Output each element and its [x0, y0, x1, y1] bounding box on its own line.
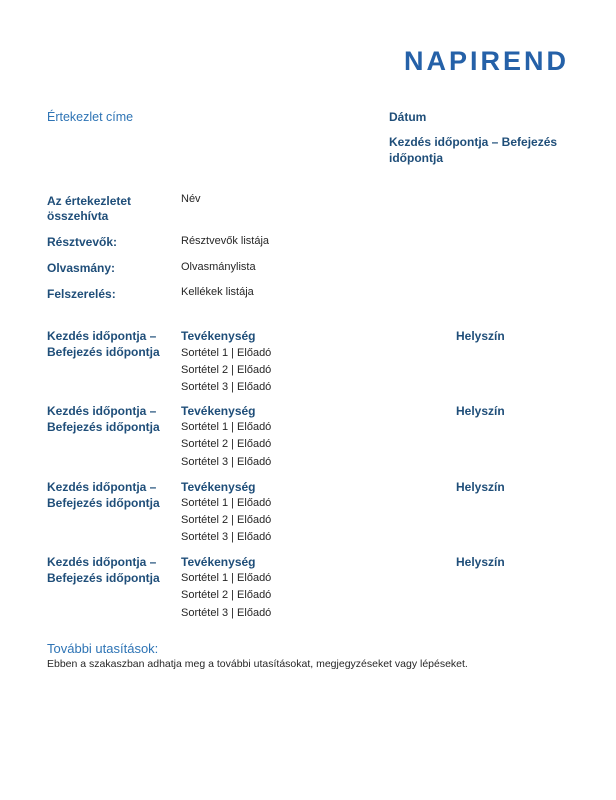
agenda-block-2-time: Kezdés időpontja – Befejezés időpontja: [47, 404, 160, 434]
agenda-block-3-item-1: Sortétel 1 | Előadó: [181, 497, 272, 509]
agenda-block-2-item-1: Sortétel 1 | Előadó: [181, 421, 272, 433]
agenda-block-2-location: Helyszín: [456, 404, 505, 418]
info-value-equipment: Kellékek listája: [181, 286, 254, 298]
agenda-block-3-location: Helyszín: [456, 480, 505, 494]
meeting-time-range: Kezdés időpontja – Befejezés időpontja: [389, 135, 558, 165]
agenda-block-3-activity: Tevékenység: [181, 480, 256, 494]
info-label-reading: Olvasmány:: [47, 261, 116, 275]
info-value-reading: Olvasmánylista: [181, 261, 256, 273]
agenda-block-1-location: Helyszín: [456, 329, 505, 343]
agenda-block-4-time: Kezdés időpontja – Befejezés időpontja: [47, 555, 160, 585]
agenda-block-4-item-1: Sortétel 1 | Előadó: [181, 572, 272, 584]
additional-instructions-heading: További utasítások:: [47, 641, 159, 656]
info-label-equipment: Felszerelés:: [47, 287, 116, 301]
agenda-block-2-item-3: Sortétel 3 | Előadó: [181, 456, 272, 468]
info-value-attendees: Résztvevők listája: [181, 235, 270, 247]
agenda-block-3-time: Kezdés időpontja – Befejezés időpontja: [47, 480, 160, 510]
info-value-organizer: Név: [181, 193, 201, 205]
meeting-date: Dátum: [389, 110, 427, 124]
meeting-title: Értekezlet címe: [47, 110, 134, 124]
agenda-block-3-item-2: Sortétel 2 | Előadó: [181, 514, 272, 526]
info-label-organizer: Az értekezletet összehívta: [47, 194, 132, 223]
agenda-block-1-item-2: Sortétel 2 | Előadó: [181, 364, 272, 376]
agenda-block-2-item-2: Sortétel 2 | Előadó: [181, 438, 272, 450]
agenda-block-4-item-3: Sortétel 3 | Előadó: [181, 607, 272, 619]
additional-instructions-text: Ebben a szakaszban adhatja meg a további utasításokat, megjegyzéseket vagy lépéseket.: [47, 658, 468, 670]
agenda-block-3-item-3: Sortétel 3 | Előadó: [181, 531, 272, 543]
agenda-block-1-item-1: Sortétel 1 | Előadó: [181, 347, 272, 359]
agenda-block-1-time: Kezdés időpontja – Befejezés időpontja: [47, 329, 160, 359]
agenda-block-4-location: Helyszín: [456, 555, 505, 569]
agenda-block-2-activity: Tevékenység: [181, 404, 256, 418]
info-label-attendees: Résztvevők:: [47, 235, 118, 249]
agenda-block-1-activity: Tevékenység: [181, 329, 256, 343]
agenda-block-4-activity: Tevékenység: [181, 555, 256, 569]
agenda-block-1-item-3: Sortétel 3 | Előadó: [181, 381, 272, 393]
page-title: NAPIREND: [403, 46, 569, 76]
agenda-block-4-item-2: Sortétel 2 | Előadó: [181, 589, 272, 601]
